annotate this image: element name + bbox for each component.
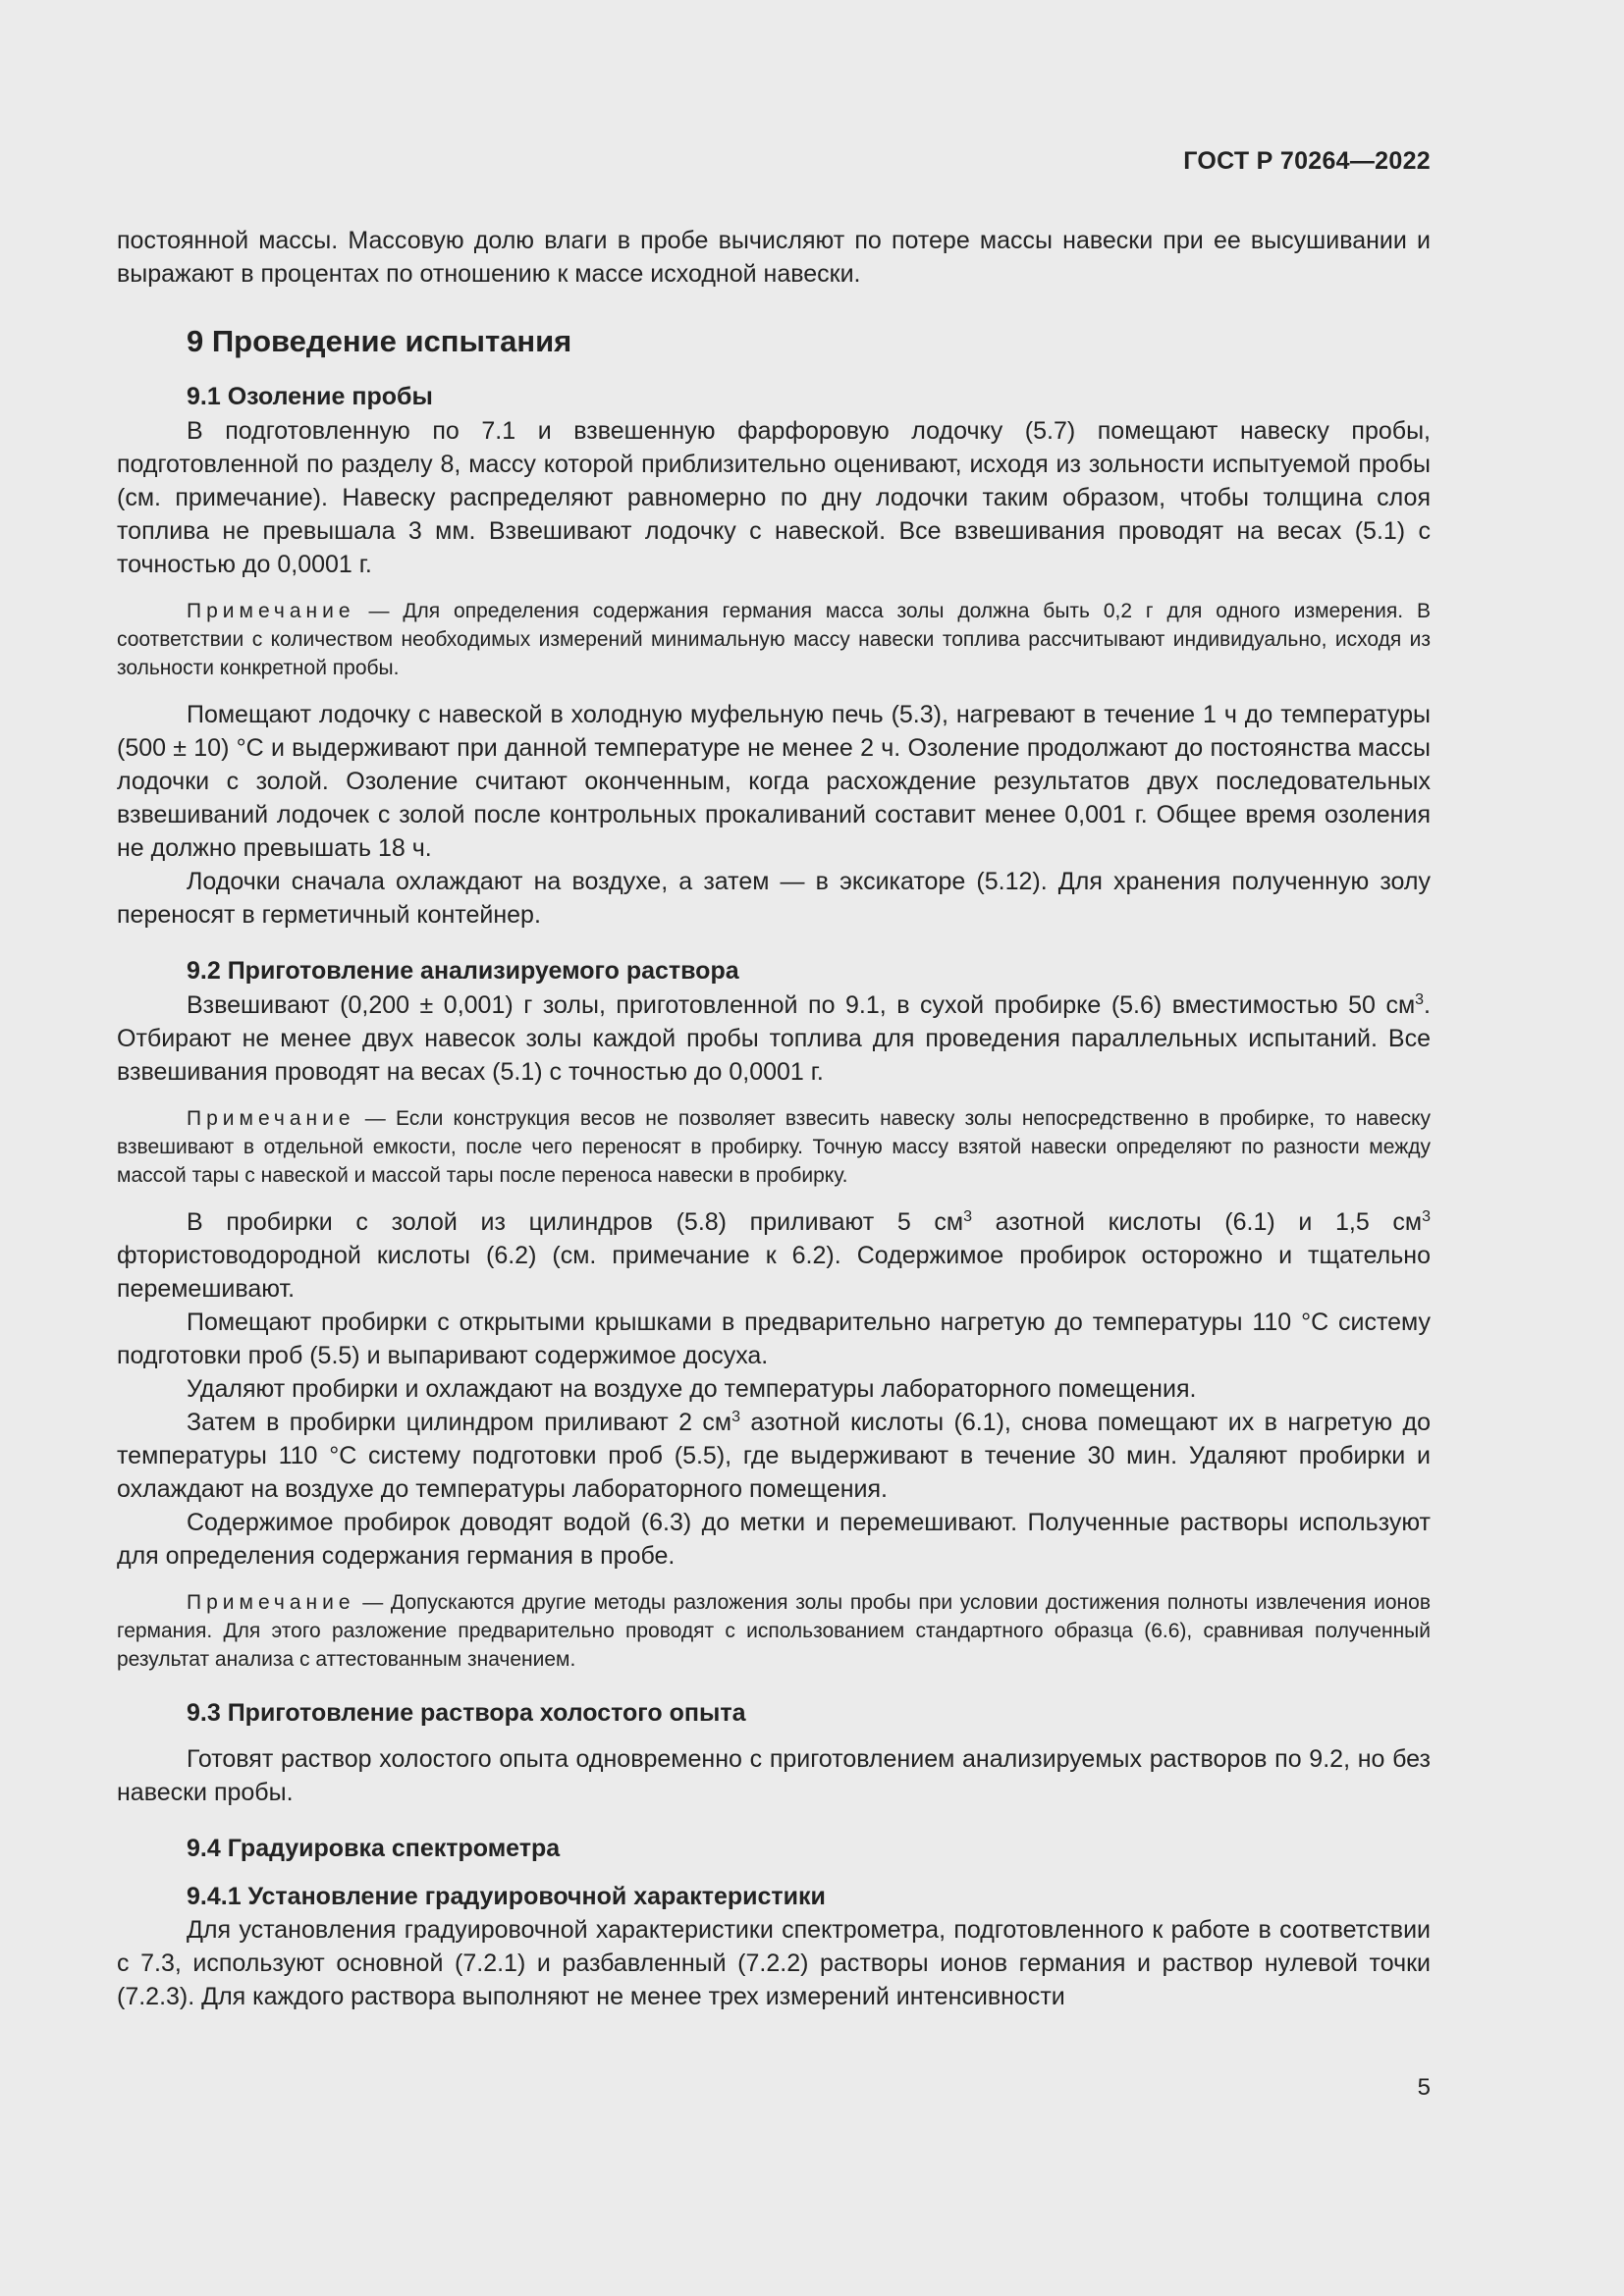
text-run: Затем в пробирки цилиндром приливают 2 см (187, 1409, 732, 1436)
superscript: 3 (1415, 991, 1425, 1008)
section-9-3-heading: 9.3 Приготовление раствора холостого опыта (187, 1699, 746, 1727)
document-header: ГОСТ Р 70264—2022 (1183, 147, 1431, 175)
text-run: азотной кислоты (6.1) и 1,5 см (972, 1208, 1423, 1236)
note (117, 597, 1431, 682)
paragraph: Для установления градуировочной характеристики спектрометра, подготовленного к работе в соответствии с 7.3, используют основной (7.2.1) и разбавленный (7.2.2) растворы ионов германия и раствор нулевой точки (7.2.3). Для каждого раствора выполняют не менее трех измерений интенсивности (117, 1916, 1431, 2010)
paragraph (117, 988, 1431, 1089)
section-9-2-heading: 9.2 Приготовление анализируемого раствора (187, 957, 739, 985)
text-run: . Отбирают не менее двух навесок золы каждой пробы топлива для проведения параллельных испытаний. Все взвешивания проводят на весах (5.1) с точностью до 0,0001 г. (117, 991, 1431, 1086)
text-run: фтористоводородной кислоты (6.2) (см. примечание к 6.2). Содержимое пробирок осторожно и тщательно перемешивают. (117, 1242, 1431, 1303)
paragraph: В подготовленную по 7.1 и взвешенную фарфоровую лодочку (5.7) помещают навеску пробы, подготовленной по разделу 8, массу которой приблизительно оценивают, исходя из зольности испытуемой пробы (см. примечание). Навеску распределяют равномерно по дну лодочки таким образом, чтобы толщина слоя топлива не превышала 3 мм. Взвешивают лодочку с навеской. Все взвешивания проводят на весах (5.1) с точностью до 0,0001 г. (117, 417, 1431, 578)
text-run: В пробирки с золой из цилиндров (5.8) приливают 5 см (187, 1208, 964, 1236)
page-number: 5 (1417, 2074, 1431, 2101)
text-run: азотной кислоты (6.1), снова помещают их в нагретую до температуры 110 °С систему подготовки проб (5.5), где выдерживают в течение 30 мин. Удаляют пробирки и охлаждают на воздухе до температуры лабораторного помещения. (117, 1409, 1431, 1503)
note-label: Примечание (187, 1107, 355, 1130)
note-text: — Для определения содержания германия масса золы должна быть 0,2 г для одного измерения. В соответствии с количеством необходимых измерений минимальную массу навески топлива рассчитывают индивидуально, исходя из зольности конкретной пробы. (117, 600, 1431, 679)
note-text: — Если конструкция весов не позволяет взвесить навеску золы непосредственно в пробирке, то навеску взвешивают в отдельной емкости, после чего переносят в пробирку. Точную массу взятой навески определяют по разности между массой тары с навеской и массой тары после переноса навески в пробирку. (117, 1107, 1431, 1187)
superscript: 3 (731, 1409, 741, 1425)
paragraph: Удаляют пробирки и охлаждают на воздухе до температуры лабораторного помещения. (187, 1375, 1197, 1403)
page-content (117, 224, 1431, 2013)
section-9-1-heading: 9.1 Озоление пробы (187, 383, 433, 410)
paragraph: Помещают пробирки с открытыми крышками в предварительно нагретую до температуры 110 °С систему подготовки проб (5.5) и выпаривают содержимое досуха. (117, 1308, 1431, 1369)
intro-paragraph: постоянной массы. Массовую долю влаги в пробе вычисляют по потере массы навески при ее высушивании и выражают в процентах по отношению к массе исходной навески. (117, 227, 1431, 288)
section-9-4-1-heading: 9.4.1 Установление градуировочной характеристики (187, 1883, 826, 1910)
note (117, 1104, 1431, 1190)
superscript: 3 (1422, 1208, 1432, 1225)
paragraph: Помещают лодочку с навеской в холодную муфельную печь (5.3), нагревают в течение 1 ч до температуры (500 ± 10) °С и выдерживают при данной температуре не менее 2 ч. Озоление продолжают до постоянства массы лодочки с золой. Озоление считают оконченным, когда расхождение результатов двух последовательных взвешиваний лодочек с золой после контрольных прокаливаний составит менее 0,001 г. Общее время озоления не должно превышать 18 ч. (117, 701, 1431, 862)
paragraph: Содержимое пробирок доводят водой (6.3) до метки и перемешивают. Полученные растворы используют для определения содержания германия в пробе. (117, 1509, 1431, 1570)
paragraph: Лодочки сначала охлаждают на воздухе, а затем — в эксикаторе (5.12). Для хранения полученную золу переносят в герметичный контейнер. (117, 868, 1431, 929)
note-label: Примечание (187, 1591, 355, 1614)
paragraph (117, 1406, 1431, 1506)
note (117, 1588, 1431, 1674)
paragraph: Готовят раствор холостого опыта одновременно с приготовлением анализируемых растворов по 9.2, но без навески пробы. (117, 1745, 1431, 1806)
paragraph (117, 1205, 1431, 1306)
section-9-4-heading: 9.4 Градуировка спектрометра (187, 1835, 561, 1862)
superscript: 3 (963, 1208, 972, 1225)
note-text: — Допускаются другие методы разложения золы пробы при условии достижения полноты извлечения ионов германия. Для этого разложение предварительно проводят с использованием стандартного образца (6.6), сравнивая полученный результат анализа с аттестованным значением. (117, 1591, 1431, 1671)
note-label: Примечание (187, 600, 355, 622)
section-9-heading: 9 Проведение испытания (187, 324, 572, 358)
text-run: Взвешивают (0,200 ± 0,001) г золы, приготовленной по 9.1, в сухой пробирке (5.6) вместимостью 50 см (187, 991, 1416, 1019)
